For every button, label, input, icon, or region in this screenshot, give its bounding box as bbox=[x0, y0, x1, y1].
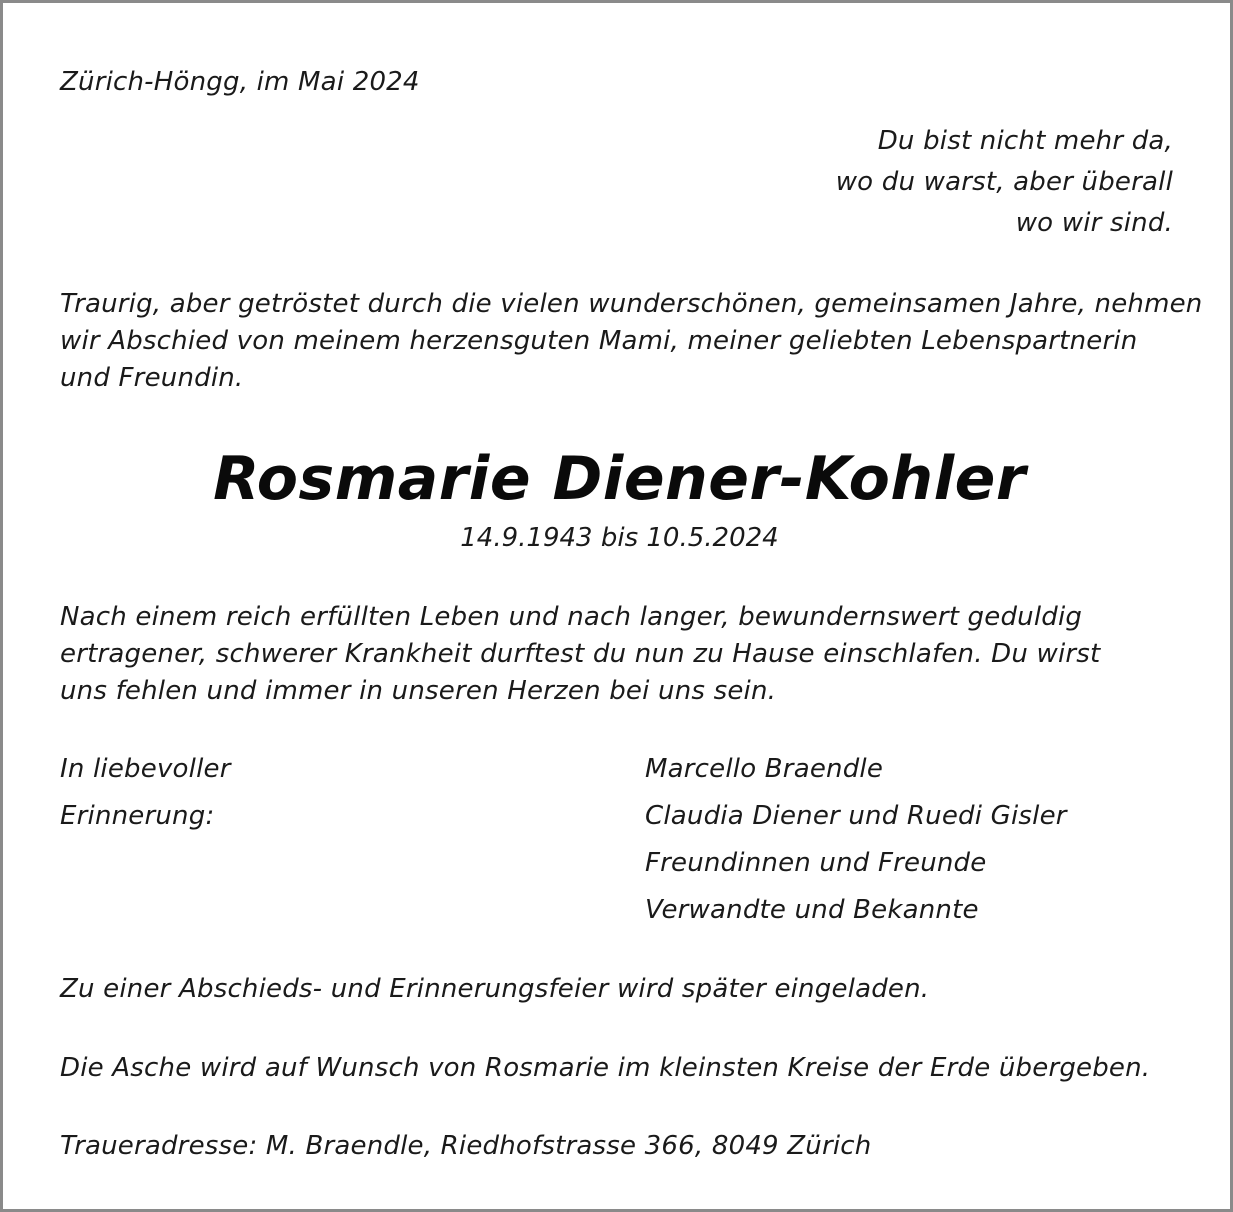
message-line: uns fehlen und immer in unseren Herzen bei uns sein. bbox=[60, 676, 777, 706]
message-paragraph bbox=[60, 599, 1100, 710]
place-date: Zürich-Höngg, im Mai 2024 bbox=[60, 67, 420, 97]
deceased-name: Rosmarie Diener-Kohler bbox=[213, 444, 1026, 514]
remembrance-line: Erinnerung: bbox=[60, 801, 215, 831]
mourner: Marcello Braendle bbox=[645, 754, 884, 784]
life-dates: 14.9.1943 bis 10.5.2024 bbox=[460, 523, 779, 553]
remembrance-line: In liebevoller bbox=[60, 754, 231, 784]
poem-line: wo wir sind. bbox=[1015, 208, 1173, 238]
mourners-list bbox=[645, 751, 1067, 939]
mourning-address: Traueradresse: M. Braendle, Riedhofstrasse 366, 8049 Zürich bbox=[60, 1131, 872, 1161]
message-line: ertragener, schwerer Krankheit durftest du nun zu Hause einschlafen. Du wirst bbox=[60, 639, 1101, 669]
ashes-note: Die Asche wird auf Wunsch von Rosmarie im kleinsten Kreise der Erde übergeben. bbox=[60, 1053, 1151, 1083]
intro-line: und Freundin. bbox=[60, 363, 244, 393]
remembrance-label bbox=[60, 751, 231, 845]
mourner: Claudia Diener und Ruedi Gisler bbox=[645, 801, 1067, 831]
poem-line: wo du warst, aber überall bbox=[835, 167, 1173, 197]
intro-paragraph bbox=[60, 286, 1203, 397]
mourner: Freundinnen und Freunde bbox=[645, 848, 987, 878]
intro-line: Traurig, aber getröstet durch die vielen wunderschönen, gemeinsamen Jahre, nehmen bbox=[60, 289, 1203, 319]
mourner: Verwandte und Bekannte bbox=[645, 895, 979, 925]
message-line: Nach einem reich erfüllten Leben und nach langer, bewundernswert geduldig bbox=[60, 602, 1083, 632]
ceremony-note: Zu einer Abschieds- und Erinnerungsfeier wird später eingeladen. bbox=[60, 974, 930, 1004]
poem bbox=[836, 121, 1173, 244]
intro-line: wir Abschied von meinem herzensguten Mami, meiner geliebten Lebenspartnerin bbox=[60, 326, 1138, 356]
poem-line: Du bist nicht mehr da, bbox=[877, 126, 1173, 156]
